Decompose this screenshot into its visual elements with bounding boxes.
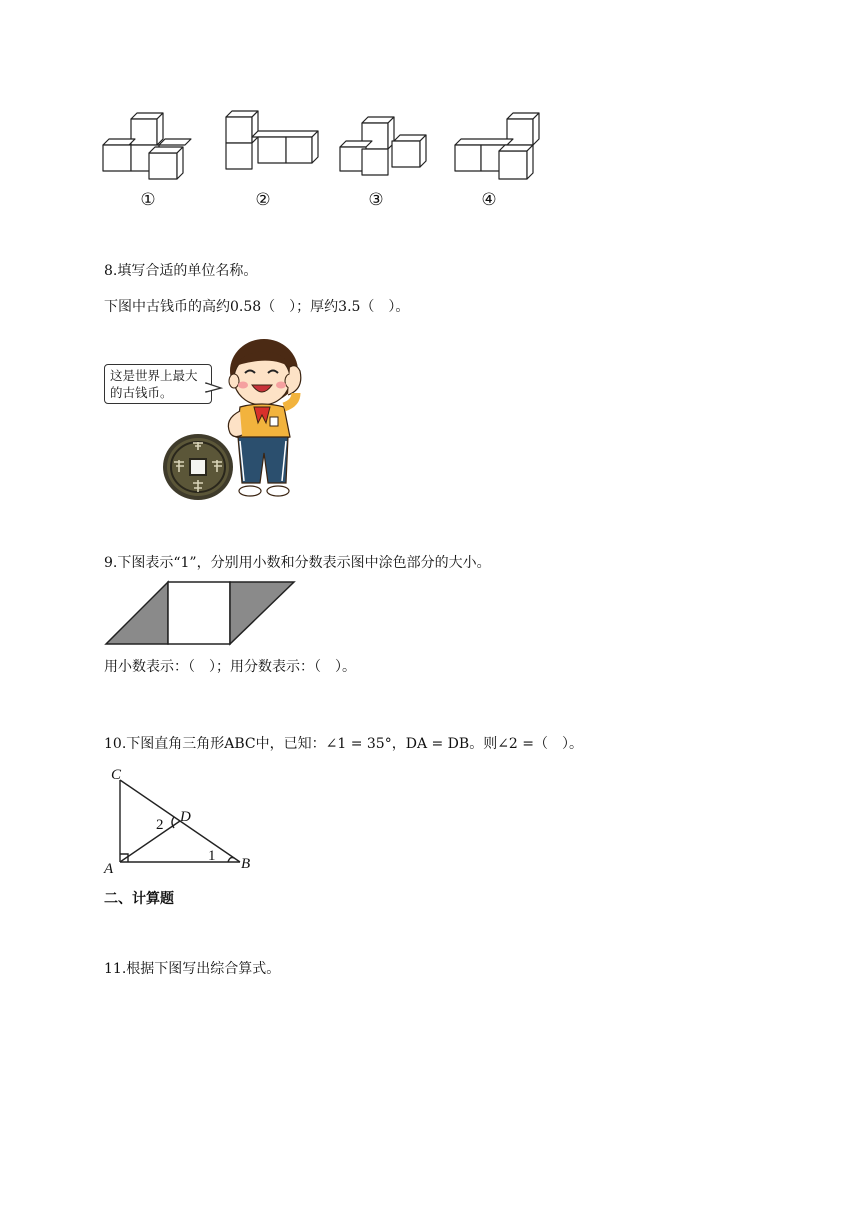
q8-title: 8.填写合适的单位名称。 [104, 263, 258, 279]
q10-title: 10.下图直角三角形ABC中，已知：∠1 = 35°，DA = DB。则∠2 =（ ）。 [104, 736, 584, 752]
section-2-title: 二、计算题 [104, 891, 174, 907]
right-triangle-diagram [100, 762, 260, 880]
cube-figure-4 [455, 113, 539, 179]
figure-label-1: ① [140, 190, 156, 210]
label-angle-1: 1 [208, 848, 216, 864]
q9-title: 9.下图表示“1”，分别用小数和分数表示图中涂色部分的大小。 [104, 555, 491, 571]
label-angle-2: 2 [156, 817, 164, 833]
figure-label-3: ③ [368, 190, 384, 210]
q11-title: 11.根据下图写出综合算式。 [104, 961, 281, 977]
label-B: B [241, 856, 251, 872]
speech-bubble: 这是世界上最大的古钱币。 [104, 364, 212, 404]
figure-label-2: ② [255, 190, 271, 210]
figure-label-4: ④ [481, 190, 497, 210]
q8-sentence: 下图中古钱币的高约0.58（ ）；厚约3.5（ ）。 [104, 299, 410, 315]
label-D: D [180, 809, 191, 825]
cube-figure-1 [103, 113, 191, 179]
cube-figure-3 [340, 117, 426, 175]
cartoon-boy-image [218, 333, 310, 503]
label-A: A [104, 861, 114, 877]
label-C: C [111, 767, 122, 783]
cube-figure-2 [226, 111, 318, 169]
parallelogram-diagram [104, 580, 298, 646]
cube-figures [95, 105, 555, 185]
q9-answer-line: 用小数表示：（ ）；用分数表示：（ ）。 [104, 659, 356, 675]
